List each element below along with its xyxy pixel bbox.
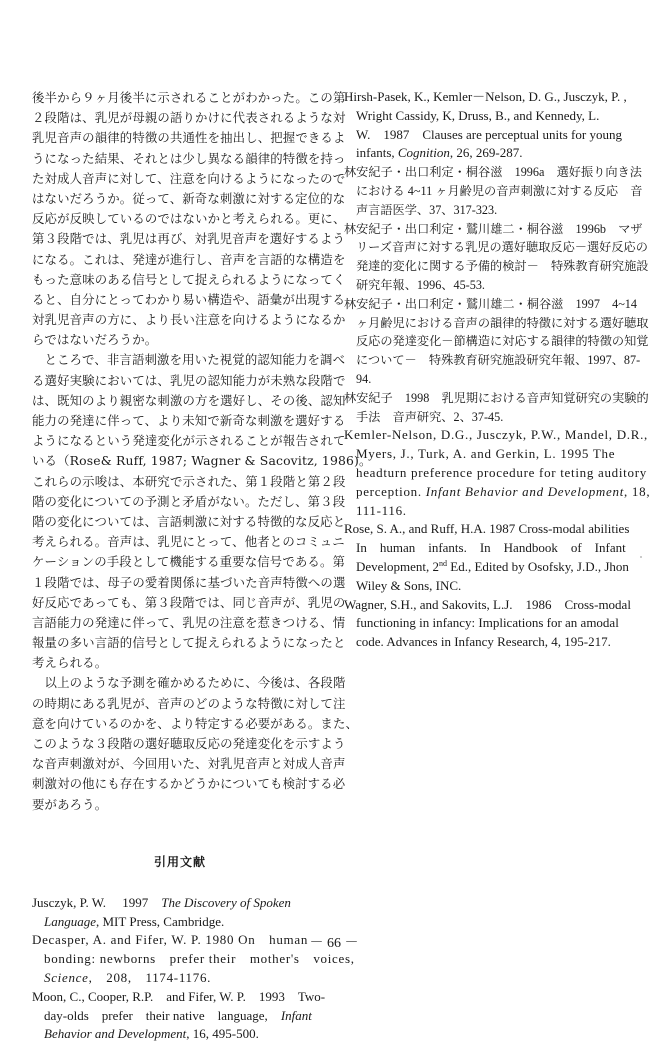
right-column	[344, 88, 650, 652]
reference-text: day-olds prefer their native language,	[44, 1007, 281, 1023]
reference-entry	[32, 894, 328, 932]
body-text-line: 意を向けているのかを、より特定する必要がある。また、	[32, 715, 359, 731]
reference-entry	[344, 220, 650, 295]
reference-entry	[344, 596, 650, 652]
reference-line	[344, 351, 650, 370]
reference-text: Decasper, A. and Fifer, W. P. 1980 On human	[32, 932, 309, 948]
reference-text: 発達的変化に関する予備的検討－ 特殊教育研究施設	[356, 259, 649, 274]
body-text-line: 第３段階では、乳児は再び、対乳児音声を選好するよう	[32, 231, 346, 247]
reference-line	[344, 464, 650, 483]
reference-line	[32, 913, 328, 932]
reference-text: bonding: newborns prefer their mother's voices,	[44, 951, 355, 967]
body-text-line: 階の変化については、言語刺激に対する特徴的な反応と	[32, 513, 346, 529]
reference-text: The Discovery of Spoken	[161, 894, 291, 910]
reference-line	[344, 614, 650, 633]
reference-text: infants,	[356, 145, 398, 161]
reference-line	[344, 389, 650, 408]
reference-line	[344, 126, 650, 145]
body-text-line: た対成人音声に対して、注意を向けるようになったので	[32, 170, 346, 186]
reference-line	[344, 144, 650, 163]
body-text-line: 刺激対の他にも存在するかどうかについても検討する必	[32, 776, 346, 792]
body-text-line: このような３段階の選好聴取反応の発達変化を示すよう	[32, 736, 346, 751]
reference-text: 林安紀子・出口利定・鷲川雄二・桐谷滋 1997 4~14	[344, 296, 637, 311]
reference-text: Cognition	[397, 145, 450, 161]
body-text-line: は、既知のより親密な刺激の方を選好し、その後、認知	[32, 392, 346, 408]
reference-line	[344, 295, 650, 314]
page-number: － 66 －	[309, 936, 359, 951]
body-text-line: の時期にある乳児が、音声のどのような特徴に対して注	[32, 695, 346, 711]
body-text-line: うになった結果、それとは少し異なる韻律的特徴を持っ	[32, 150, 346, 166]
body-text-line: 好反応であっても、第３段階では、同じ音声が、乳児の	[32, 594, 346, 610]
references-heading: 引用文献	[153, 854, 206, 869]
reference-text: , 26, 269-287.	[449, 145, 523, 161]
reference-line	[344, 370, 650, 389]
reference-text: Jusczyk, P. W. 1997	[32, 894, 162, 910]
reference-text: Hirsh-Pasek, K., Kemler－Nelson, D. G., Jusczyk, P. ,	[344, 89, 627, 104]
reference-text: 反応の発達変化－節構造に対応する韻律的特徴の知覚	[356, 334, 649, 349]
reference-text: Wagner, S.H., and Sakovits, L.J. 1986 Cross-modal	[344, 596, 631, 612]
reference-text: nd	[439, 558, 448, 568]
reference-line	[344, 332, 650, 351]
body-text-line: 階の変化についての予測と矛盾がない。ただし、第３段	[32, 493, 346, 509]
reference-text: における 4~11 ヶ月齢児の音声刺激に対する反応 音	[356, 183, 643, 198]
body-text-line: ケーションの手段として機能する重要な信号である。第	[32, 554, 346, 570]
reference-line	[32, 1025, 328, 1044]
scan-speck	[640, 556, 642, 558]
reference-text: In human infants. In Handbook of Infant	[356, 540, 626, 556]
reference-entry	[344, 520, 650, 595]
reference-text: , 16, 495-500.	[186, 1026, 259, 1042]
reference-entry	[344, 295, 650, 389]
reference-line	[344, 238, 650, 257]
reference-text: Ed., Edited by Osofsky, J.D., Jhon	[447, 558, 629, 574]
body-text-line: 対乳児音声の方に、より長い注意を向けるようになるか	[32, 312, 346, 328]
reference-text: について－ 特殊教育研究施設研究年報、1997、87-	[356, 353, 641, 368]
body-text-line: ようになるという発達変化が示されることが報告されて	[32, 433, 346, 449]
reference-line	[344, 426, 650, 445]
reference-text: perception.	[356, 483, 426, 499]
reference-text: 手法 音声研究、2、37-45.	[356, 409, 504, 424]
reference-text: Wiley & Sons, INC.	[356, 577, 462, 593]
body-text-line: 能力の発達に伴って、より未知で新奇な刺激を選好する	[32, 413, 346, 428]
reference-text: , 18,	[624, 483, 651, 499]
body-text-line: 要があろう。	[32, 796, 108, 812]
reference-text: Language	[44, 913, 96, 929]
reference-text: 111-116.	[356, 502, 407, 518]
reference-text: code. Advances in Infancy Research, 4, 195-217.	[356, 634, 611, 650]
reference-text: 声言語医学、37、317-323.	[356, 202, 498, 217]
reference-line	[344, 502, 650, 521]
reference-line	[344, 558, 650, 577]
reference-text: Myers, J., Turk, A. and Gerkin, L. 1995 The	[356, 446, 616, 462]
reference-line	[32, 969, 328, 988]
reference-text: Development, 2	[356, 558, 440, 574]
reference-text: Rose, S. A., and Ruff, H.A. 1987 Cross-modal abilities	[344, 521, 630, 537]
reference-line	[344, 520, 650, 539]
reference-text: 94.	[356, 371, 372, 386]
reference-line	[344, 107, 650, 126]
reference-text: Moon, C., Cooper, R.P. and Fifer, W. P. 1993 Two-	[32, 988, 326, 1004]
reference-line	[344, 163, 650, 182]
reference-text: functioning in infancy: Implications for an amodal	[356, 615, 619, 631]
reference-line	[344, 633, 650, 652]
reference-text: ヶ月齢児における音声の韻律的特徴に対する選好聴取	[356, 315, 649, 330]
reference-line	[344, 220, 650, 239]
body-text-line: 考えられる。	[32, 655, 108, 671]
reference-entry	[344, 389, 650, 427]
body-text-line: ると、自分にとってわかり易い構造や、語彙が出現する	[32, 291, 346, 307]
body-text-line: ２段階は、乳児が母親の語りかけに代表されるような対	[32, 110, 346, 126]
reference-text: Science	[44, 969, 89, 985]
reference-text: , 208, 1174-1176.	[88, 969, 212, 985]
body-text-line: な音声刺激対が、今回用いた、対乳児音声と対成人音声	[32, 756, 346, 772]
reference-text: 林安紀子・出口利定・鷲川雄二・桐谷滋 1996b マザ	[344, 221, 643, 236]
body-text-line: 乳児音声の韻律的特徴の共通性を抽出し、把握できるよ	[32, 130, 346, 146]
body-text-line: 言語能力の発達に伴って、乳児の注意を惹きつける、情	[32, 614, 346, 630]
body-text-line: いる（Rose& Ruff, 1987; Wagner & Sacovitz, 1986)。	[32, 453, 372, 469]
body-text-line: 考えられる。音声は、乳児にとって、他者とのコミュニ	[32, 534, 345, 550]
references-list-right	[344, 88, 650, 652]
body-text-line: 後半から９ヶ月後半に示されることがわかった。この第	[32, 90, 346, 105]
reference-line	[344, 445, 650, 464]
body-text-line: 以上のような予測を確かめるために、今後は、各段階	[32, 675, 346, 691]
reference-line	[344, 539, 650, 558]
reference-line	[32, 894, 328, 913]
reference-text: リーズ音声に対する乳児の選好聴取反応－選好反応の	[356, 240, 648, 255]
reference-text: 林安紀子・出口利定・桐谷滋 1996a 選好振り向き法	[344, 165, 642, 180]
reference-line	[32, 950, 355, 969]
reference-entry	[344, 88, 650, 163]
body-text-line: はないだろうか。従って、新奇な刺激に対する定位的な	[32, 190, 346, 206]
reference-line	[32, 988, 328, 1007]
reference-line	[344, 257, 650, 276]
reference-line	[32, 1007, 328, 1026]
reference-line	[344, 88, 650, 107]
reference-line	[344, 182, 650, 201]
body-text-line: これらの示唆は、本研究で示された、第１段階と第２段	[32, 473, 346, 489]
body-text-line: る選好実験においては、乳児の認知能力が未熟な段階で	[32, 372, 346, 388]
reference-line	[344, 314, 650, 333]
reference-entry	[32, 988, 328, 1044]
reference-entry	[344, 163, 650, 219]
reference-line	[344, 408, 650, 427]
reference-text: Infant Behavior and Development	[425, 483, 625, 499]
body-text-line: 報量の多い言語的信号として捉えられるようになったと	[32, 635, 346, 651]
reference-text: Kemler-Nelson, D.G., Jusczyk, P.W., Mandel, D.R.,	[344, 427, 648, 443]
body-text-line: ところで、非言語刺激を用いた視覚的認知能力を調べ	[32, 352, 346, 368]
body-text-line: になる。これは、発達が進行し、音声を言語的な構造を	[32, 251, 346, 267]
reference-line	[344, 201, 650, 220]
reference-text: 研究年報、1996、45-53.	[356, 277, 485, 292]
reference-line	[344, 483, 650, 502]
reference-text: 林安紀子 1998 乳児期における音声知覚研究の実験的	[344, 390, 649, 405]
reference-text: , MIT Press, Cambridge.	[96, 913, 225, 929]
reference-entry	[344, 426, 650, 520]
reference-line	[344, 276, 650, 295]
reference-text: headturn preference procedure for teting auditory	[356, 464, 647, 480]
reference-text: Behavior and Development	[44, 1026, 187, 1042]
reference-text: Wright Cassidy, K, Druss, B., and Kennedy, L.	[356, 107, 600, 123]
body-text-line: もった意味のある信号として捉えられるようになってく	[32, 271, 346, 287]
body-text-line: １段階では、母子の愛着関係に基づいた音声特徴への選	[32, 574, 346, 590]
body-text-line: 反応が反映しているのではないかと考えられる。更に、	[32, 211, 346, 227]
reference-text: Infant	[280, 1007, 312, 1023]
reference-line	[344, 577, 650, 596]
reference-text: W. 1987 Clauses are perceptual units for young	[356, 126, 622, 142]
body-text-line: らではないだろうか。	[32, 332, 158, 348]
reference-line	[344, 596, 650, 615]
